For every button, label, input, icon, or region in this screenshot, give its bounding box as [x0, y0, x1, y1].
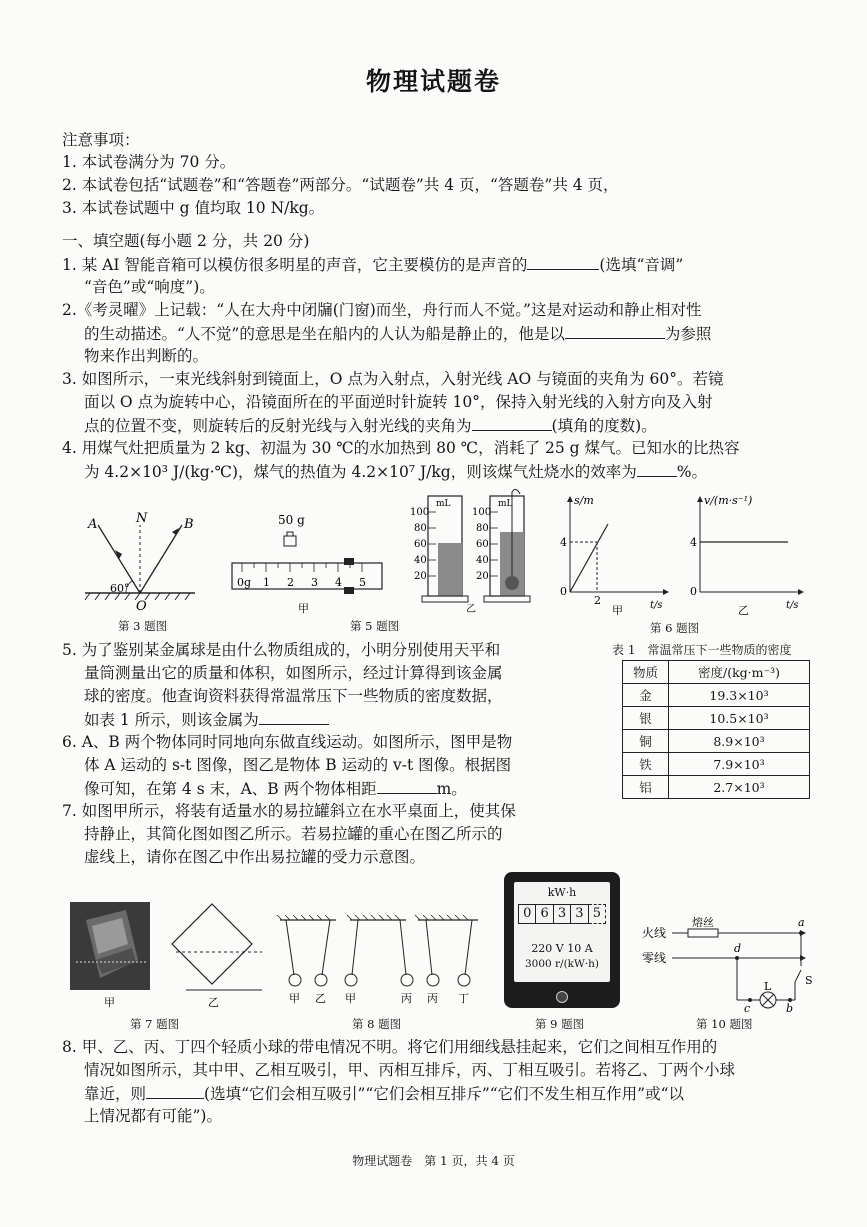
table-header-row	[623, 661, 810, 684]
table-header: 密度/(kg·m⁻³)	[669, 661, 810, 684]
switch-label: S	[805, 974, 813, 987]
figure-3-caption: 第 3 题图	[118, 619, 168, 633]
cylinder-unit: mL	[436, 499, 451, 509]
q2-text: 为参照	[664, 325, 712, 343]
table-cell: 铝	[623, 776, 669, 799]
q2-text: 的生动描述。“人不觉”的意思是坐在船内的人认为船是静止的，他是以	[84, 325, 565, 343]
q6-text: 体 A 运动的 s-t 图像，图乙是物体 B 运动的 v-t 图像。根据图	[84, 756, 512, 774]
cyl-tick: 80	[414, 523, 427, 534]
table-cell: 金	[623, 684, 669, 707]
scale-label: 1	[263, 576, 270, 589]
question-4-line	[84, 461, 707, 483]
vt-ytick: 4	[690, 536, 697, 549]
st-ytick: 4	[560, 536, 567, 549]
q6-text: 像可知，在第 4 s 末，A、B 两个物体相距	[84, 780, 377, 798]
meter-digit: 3	[571, 904, 588, 924]
q5-text: 球的密度。他查询资料获得常温常压下一些物质的密度数据，	[84, 687, 503, 705]
point-label: a	[798, 916, 805, 929]
table-cell: 10.5×10³	[669, 707, 810, 730]
q3-text: 面以 O 点为旋转中心，沿镜面所在的平面逆时针旋转 10°，保持入射光线的入射方向及入射	[84, 393, 713, 411]
meter-unit: kW·h	[547, 886, 577, 899]
q8-text: 8. 甲、乙、丙、丁四个轻质小球的带电情况不明。将它们用细线悬挂起来，它们之间相互作用的	[62, 1038, 718, 1056]
q8-text: 上情况都有可能”)。	[84, 1107, 222, 1125]
q2-text: 2.《考灵曜》上记载：“人在大舟中闭牖(门窗)而坐，舟行而人不觉。”这是对运动和静止相对性	[62, 301, 702, 319]
table-row	[623, 730, 810, 753]
vt-xlabel: t/s	[786, 600, 799, 611]
st-origin: 0	[560, 585, 567, 598]
label-N: N	[136, 511, 148, 526]
q6-text: m。	[436, 780, 467, 798]
table-row	[623, 684, 810, 707]
meter-digit: 3	[554, 904, 571, 924]
ball-label: 丁	[458, 992, 469, 1005]
lamp-label: L	[764, 980, 772, 993]
point-label: b	[786, 1002, 794, 1015]
question-5-line	[84, 709, 329, 731]
st-xtick: 2	[594, 594, 601, 607]
meter-spec: 3000 r/(kW·h)	[524, 958, 600, 970]
ball-label: 丙	[401, 992, 412, 1005]
table-cell: 7.9×10³	[669, 753, 810, 776]
table-row	[623, 776, 810, 799]
cyl-tick: 80	[476, 523, 489, 534]
meter-digit: 0	[518, 904, 536, 924]
q7-text: 7. 如图甲所示，将装有适量水的易拉罐斜立在水平桌面上，使其保	[62, 802, 516, 820]
scale-label: 0g	[237, 576, 252, 589]
answer-blank[interactable]	[565, 323, 665, 339]
q1-text: 1. 某 AI 智能音箱可以模仿很多明星的声音，它主要模仿的是声音的	[62, 256, 528, 274]
q2-text: 物来作出判断的。	[84, 347, 209, 365]
q8-text: (选填“它们会相互吸引”“它们会相互排斥”“它们不发生相互作用”或“以	[204, 1085, 685, 1103]
label-O: O	[136, 599, 147, 614]
st-ylabel: s/m	[574, 494, 594, 507]
cyl-tick: 100	[410, 507, 430, 518]
figure-6-graphs	[548, 492, 848, 617]
answer-blank[interactable]	[377, 778, 437, 794]
ball-label: 甲	[345, 992, 356, 1005]
q7-text: 持静止，其简化图如图乙所示。若易拉罐的重心在图乙所示的	[84, 825, 503, 843]
q3-text: (填角的度数)。	[551, 417, 657, 435]
figure-5-caption: 第 5 题图	[350, 619, 400, 633]
figure-6-caption: 第 6 题图	[650, 621, 700, 635]
cyl-tick: 20	[414, 571, 427, 582]
page-footer: 物理试题卷 第 1 页，共 4 页	[352, 1154, 515, 1168]
notice-item: 1. 本试卷满分为 70 分。	[62, 153, 236, 171]
table-cell: 铜	[623, 730, 669, 753]
notice-item: 3. 本试卷试题中 g 值均取 10 N/kg。	[62, 199, 325, 217]
figure-3-reflection	[80, 510, 200, 615]
table-cell: 2.7×10³	[669, 776, 810, 799]
question-8-line	[84, 1083, 684, 1105]
q4-text: 4. 用煤气灶把质量为 2 kg、初温为 30 ℃的水加热到 80 ℃，消耗了 25 g 煤气。已知水的比热容	[62, 439, 740, 457]
figure-7-can	[66, 900, 266, 1012]
cylinder-unit: mL	[498, 499, 513, 509]
label-A: A	[88, 517, 98, 532]
point-label: c	[744, 1002, 751, 1015]
figure-9-caption: 第 9 题图	[535, 1017, 585, 1031]
cyl-tick: 40	[414, 555, 427, 566]
label-jia: 甲	[298, 602, 309, 615]
q5-text: 5. 为了鉴别某金属球是由什么物质组成的，小明分别使用天平和	[62, 641, 501, 659]
table-cell: 8.9×10³	[669, 730, 810, 753]
scale-label: 2	[287, 576, 294, 589]
scale-label: 4	[335, 576, 342, 589]
answer-blank[interactable]	[472, 415, 552, 431]
answer-blank[interactable]	[637, 461, 677, 477]
table-header: 物质	[623, 661, 669, 684]
meter-digits	[518, 904, 606, 924]
label-yi: 乙	[466, 604, 476, 615]
answer-blank[interactable]	[146, 1083, 204, 1099]
answer-blank[interactable]	[259, 709, 329, 725]
vt-name: 乙	[738, 604, 749, 617]
cyl-tick: 40	[476, 555, 489, 566]
vt-origin: 0	[690, 585, 697, 598]
figure-10-circuit	[640, 912, 820, 1015]
mass-label: 50 g	[278, 513, 305, 527]
meter-spec: 220 V 10 A	[531, 942, 593, 955]
q4-text: 为 4.2×10³ J/(kg·℃)，煤气的热值为 4.2×10⁷ J/kg，则该煤气灶烧水的效率为	[84, 463, 637, 481]
live-label: 火线	[642, 926, 667, 940]
q1-text: “音色”或“响度”)。	[84, 278, 215, 296]
q7-text: 虚线上，请你在图乙中作出易拉罐的受力示意图。	[84, 848, 426, 866]
scale-label: 5	[359, 576, 366, 589]
q3-text: 3. 如图所示，一束光线斜射到镜面上，O 点为入射点，入射光线 AO 与镜面的夹角为 60°。若镜	[62, 370, 724, 388]
fig7-label: 甲	[104, 996, 115, 1009]
table-row	[623, 707, 810, 730]
q1-text: (选填“音调”	[599, 256, 684, 274]
scale-label: 3	[311, 576, 318, 589]
meter-digit-decimal: 5	[589, 904, 606, 924]
st-xlabel: t/s	[650, 600, 663, 611]
label-B: B	[184, 517, 194, 532]
meter-screw-icon	[556, 991, 568, 1003]
section-heading: 一、填空题(每小题 2 分，共 20 分)	[62, 232, 310, 250]
cyl-tick: 60	[414, 539, 427, 550]
page-title: 物理试题卷	[365, 67, 501, 96]
neutral-label: 零线	[642, 951, 667, 965]
figure-5-cylinders	[408, 488, 543, 613]
fig7-label: 乙	[208, 996, 219, 1009]
figure-8-caption: 第 8 题图	[352, 1017, 402, 1031]
density-table	[622, 660, 810, 799]
ball-label: 乙	[315, 992, 326, 1005]
q8-text: 情况如图所示，其中甲、乙相互吸引，甲、丙相互排斥，丙、丁相互吸引。若将乙、丁两个小球	[84, 1061, 736, 1079]
q8-text: 靠近，则	[84, 1085, 147, 1103]
cyl-tick: 20	[476, 571, 489, 582]
question-2-line	[84, 323, 711, 345]
q5-text: 量筒测量出它的质量和体积，如图所示，经过计算得到该金属	[84, 664, 503, 682]
figure-8-balls	[272, 900, 487, 1012]
cyl-tick: 100	[472, 507, 492, 518]
notice-heading: 注意事项：	[62, 131, 140, 149]
q5-text: 如表 1 所示，则该金属为	[84, 711, 259, 729]
question-6-line	[84, 778, 467, 800]
ball-label: 丙	[427, 992, 438, 1005]
q6-text: 6. A、B 两个物体同时同地向东做直线运动。如图所示，图甲是物	[62, 733, 513, 751]
table-cell: 19.3×10³	[669, 684, 810, 707]
point-label: d	[734, 942, 742, 955]
cyl-tick: 60	[476, 539, 489, 550]
st-name: 甲	[612, 604, 623, 617]
table-caption: 表 1 常温常压下一些物质的密度	[612, 643, 792, 657]
vt-ylabel: v/(m·s⁻¹)	[704, 494, 753, 507]
ball-label: 甲	[289, 992, 300, 1005]
figure-10-caption: 第 10 题图	[696, 1017, 753, 1031]
q4-text: %。	[676, 463, 707, 481]
table-cell: 铁	[623, 753, 669, 776]
question-1-line	[62, 254, 683, 276]
angle-label: 60°	[110, 582, 130, 595]
fuse-label: 熔丝	[692, 916, 714, 929]
q3-text: 点的位置不变，则旋转后的反射光线与入射光线的夹角为	[84, 417, 472, 435]
notice-item: 2. 本试卷包括“试题卷”和“答题卷”两部分。“试题卷”共 4 页，“答题卷”共 4 页，	[62, 176, 619, 194]
answer-blank[interactable]	[527, 254, 599, 270]
meter-digit: 6	[536, 904, 553, 924]
table-row	[623, 753, 810, 776]
table-cell: 银	[623, 707, 669, 730]
figure-7-caption: 第 7 题图	[130, 1017, 180, 1031]
question-3-line	[84, 415, 657, 437]
